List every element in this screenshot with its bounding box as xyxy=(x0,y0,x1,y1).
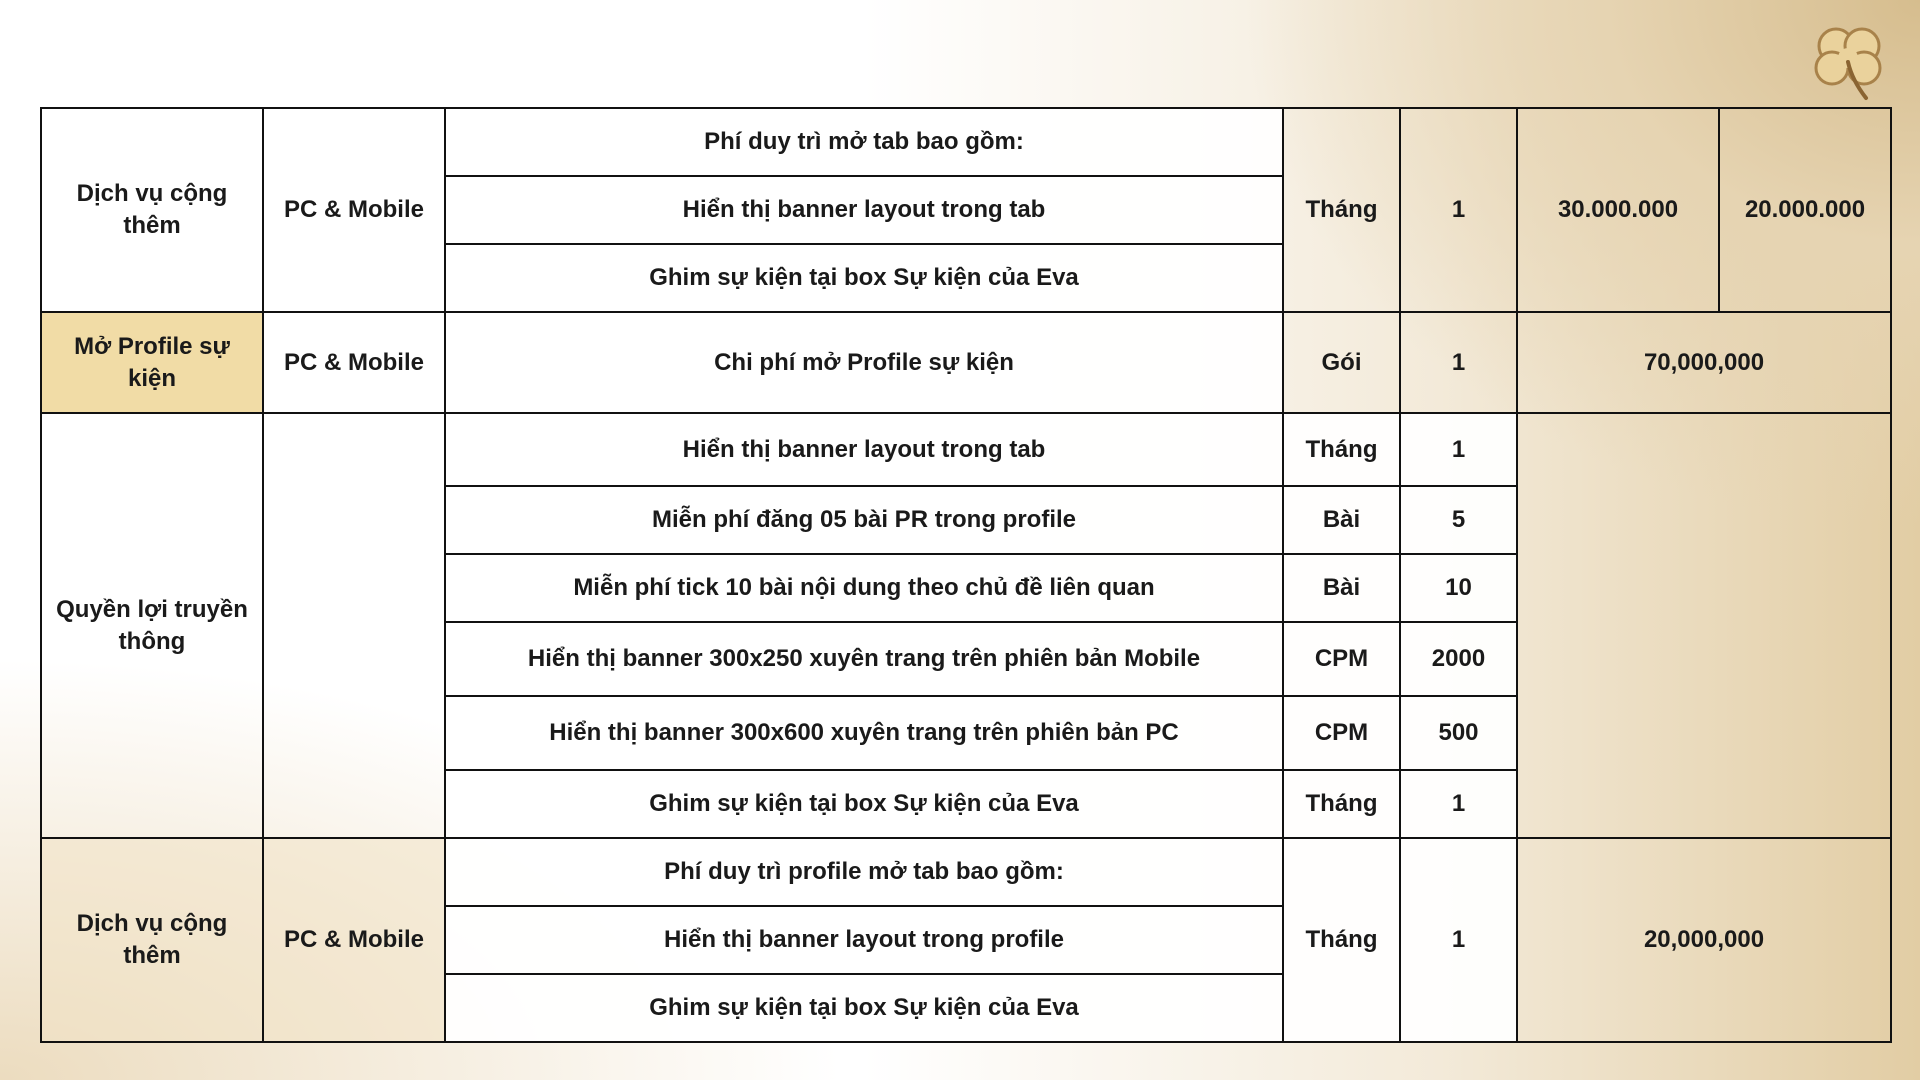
clover-icon xyxy=(1800,18,1896,102)
item-cell: Hiển thị banner 300x600 xuyên trang trên phiên bản PC xyxy=(445,696,1283,770)
price-cell: 70,000,000 xyxy=(1517,312,1891,413)
qty-cell: 1 xyxy=(1400,413,1517,486)
price-cell: 30.000.000 xyxy=(1517,108,1719,312)
item-cell: Hiển thị banner layout trong tab xyxy=(445,413,1283,486)
item-cell: Miễn phí đăng 05 bài PR trong profile xyxy=(445,486,1283,554)
category-cell: Dịch vụ cộng thêm xyxy=(41,838,263,1042)
item-cell: Phí duy trì profile mở tab bao gồm: xyxy=(445,838,1283,906)
item-cell: Miễn phí tick 10 bài nội dung theo chủ đề liên quan xyxy=(445,554,1283,622)
qty-cell: 1 xyxy=(1400,770,1517,838)
table-row xyxy=(41,312,1891,413)
price-cell: 20.000.000 xyxy=(1719,108,1891,312)
unit-cell: Bài xyxy=(1283,486,1400,554)
category-cell: Quyền lợi truyền thông xyxy=(41,413,263,838)
platform-cell: PC & Mobile xyxy=(263,108,445,312)
unit-cell: Tháng xyxy=(1283,838,1400,1042)
price-cell: 20,000,000 xyxy=(1517,838,1891,1042)
item-cell: Hiển thị banner layout trong profile xyxy=(445,906,1283,974)
category-cell: Mở Profile sự kiện xyxy=(41,312,263,413)
platform-cell xyxy=(263,413,445,838)
item-cell: Ghim sự kiện tại box Sự kiện của Eva xyxy=(445,974,1283,1042)
unit-cell: CPM xyxy=(1283,696,1400,770)
unit-cell: Tháng xyxy=(1283,108,1400,312)
item-cell: Ghim sự kiện tại box Sự kiện của Eva xyxy=(445,244,1283,312)
item-cell: Hiển thị banner 300x250 xuyên trang trên phiên bản Mobile xyxy=(445,622,1283,696)
table-row xyxy=(41,108,1891,176)
qty-cell: 2000 xyxy=(1400,622,1517,696)
unit-cell: CPM xyxy=(1283,622,1400,696)
unit-cell: Bài xyxy=(1283,554,1400,622)
table-row xyxy=(41,838,1891,906)
qty-cell: 10 xyxy=(1400,554,1517,622)
unit-cell: Tháng xyxy=(1283,770,1400,838)
category-cell: Dịch vụ cộng thêm xyxy=(41,108,263,312)
qty-cell: 1 xyxy=(1400,312,1517,413)
price-cell xyxy=(1517,413,1891,838)
platform-cell: PC & Mobile xyxy=(263,838,445,1042)
pricing-table xyxy=(40,107,1892,1043)
table-row xyxy=(41,413,1891,486)
qty-cell: 1 xyxy=(1400,108,1517,312)
qty-cell: 500 xyxy=(1400,696,1517,770)
item-cell: Hiển thị banner layout trong tab xyxy=(445,176,1283,244)
item-cell: Ghim sự kiện tại box Sự kiện của Eva xyxy=(445,770,1283,838)
qty-cell: 1 xyxy=(1400,838,1517,1042)
unit-cell: Gói xyxy=(1283,312,1400,413)
platform-cell: PC & Mobile xyxy=(263,312,445,413)
qty-cell: 5 xyxy=(1400,486,1517,554)
item-cell: Chi phí mở Profile sự kiện xyxy=(445,312,1283,413)
item-cell: Phí duy trì mở tab bao gồm: xyxy=(445,108,1283,176)
unit-cell: Tháng xyxy=(1283,413,1400,486)
